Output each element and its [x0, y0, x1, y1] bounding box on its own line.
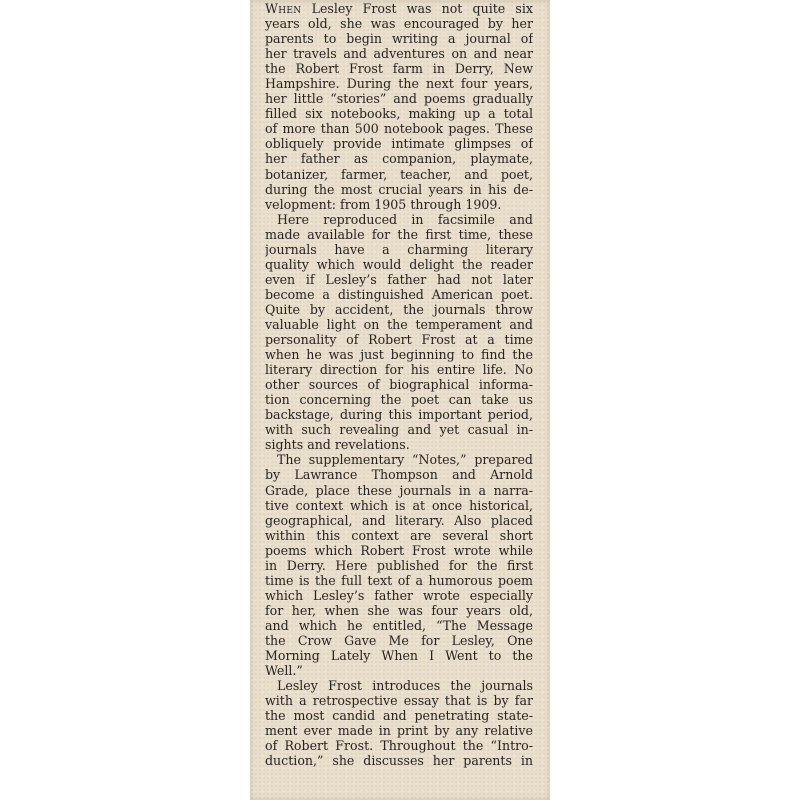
- text-line: When Lesley Frost was not quite six: [265, 1, 533, 16]
- text-line: literary direction for his entire life. No: [265, 362, 533, 378]
- text-line: of more than 500 notebook pages. These: [265, 121, 533, 137]
- book-jacket-flap: [250, 0, 550, 800]
- text-line: the Robert Frost farm in Derry, New: [265, 61, 533, 77]
- text-line: of Robert Frost. Throughout the “Intro-: [265, 738, 533, 754]
- text-line: sights and revelations.: [265, 437, 410, 453]
- text-line: for her, when she was four years old,: [265, 602, 533, 618]
- text-line: become a distinguished American poet.: [265, 286, 533, 302]
- text-line: and which he entitled, “The Message: [265, 617, 533, 633]
- text-line: within this context are several short: [265, 527, 533, 543]
- text-line: obliquely provide intimate glimpses of: [265, 136, 533, 152]
- text-line: even if Lesley’s father had not later: [265, 271, 533, 287]
- text-line: her father as companion, playmate,: [265, 151, 533, 167]
- lead-word: When: [265, 1, 302, 16]
- text-line: Well.”: [265, 663, 303, 679]
- text-line: Morning Lately When I Went to the: [265, 648, 533, 664]
- text-line: parents to begin writing a journal of: [265, 31, 533, 47]
- text-line: when he was just beginning to find the: [265, 347, 533, 363]
- text-line: which Lesley’s father wrote especially: [265, 587, 533, 603]
- text-line: years old, she was encouraged by her: [265, 16, 533, 32]
- text-line: tive context which is at once historical,: [265, 497, 533, 513]
- text-line: during the most crucial years in his de-: [265, 181, 533, 197]
- text-line: personality of Robert Frost at a time: [265, 332, 533, 348]
- text-line: botanizer, farmer, teacher, and poet,: [265, 166, 533, 182]
- text-line: her travels and adventures on and near: [265, 46, 533, 62]
- text-line: duction,” she discusses her parents in: [265, 753, 533, 769]
- text-line: journals have a charming literary: [265, 241, 533, 257]
- text-line: her little “stories” and poems gradually: [265, 91, 533, 107]
- text-line: Lesley Frost introduces the journals: [277, 678, 533, 694]
- text-line: with a retrospective essay that is by far: [265, 693, 533, 709]
- text-line: Quite by accident, the journals throw: [265, 301, 533, 317]
- text-line: the most candid and penetrating state-: [265, 708, 533, 724]
- text-line: tion concerning the poet can take us: [265, 392, 533, 408]
- text-line: time is the full text of a humorous poem: [265, 572, 533, 588]
- text-line: Here reproduced in facsimile and: [277, 211, 533, 227]
- text-line: in Derry. Here published for the first: [265, 557, 533, 573]
- text-line: ment ever made in print by any relative: [265, 723, 533, 739]
- text-line: Hampshire. During the next four years,: [265, 76, 533, 92]
- text-line: Grade, place these journals in a narra-: [265, 482, 533, 498]
- text-line: quality which would delight the reader: [265, 256, 533, 272]
- text-line: velopment: from 1905 through 1909.: [265, 196, 502, 212]
- text-line: other sources of biographical informa-: [265, 377, 533, 393]
- text-line: filled six notebooks, making up a total: [265, 106, 533, 122]
- text-line: backstage, during this important period,: [265, 407, 533, 423]
- jacket-copy-text: [265, 1, 533, 768]
- text-line: poems which Robert Frost wrote while: [265, 542, 533, 558]
- text-line: The supplementary “Notes,” prepared: [277, 452, 533, 468]
- text-line: with such revealing and yet casual in-: [265, 422, 533, 438]
- text-line: by Lawrance Thompson and Arnold: [265, 467, 533, 483]
- text-line: geographical, and literary. Also placed: [265, 512, 533, 528]
- text-line: valuable light on the temperament and: [265, 316, 533, 332]
- text-line: the Crow Gave Me for Lesley, One: [265, 632, 533, 648]
- text-line: made available for the first time, these: [265, 226, 533, 242]
